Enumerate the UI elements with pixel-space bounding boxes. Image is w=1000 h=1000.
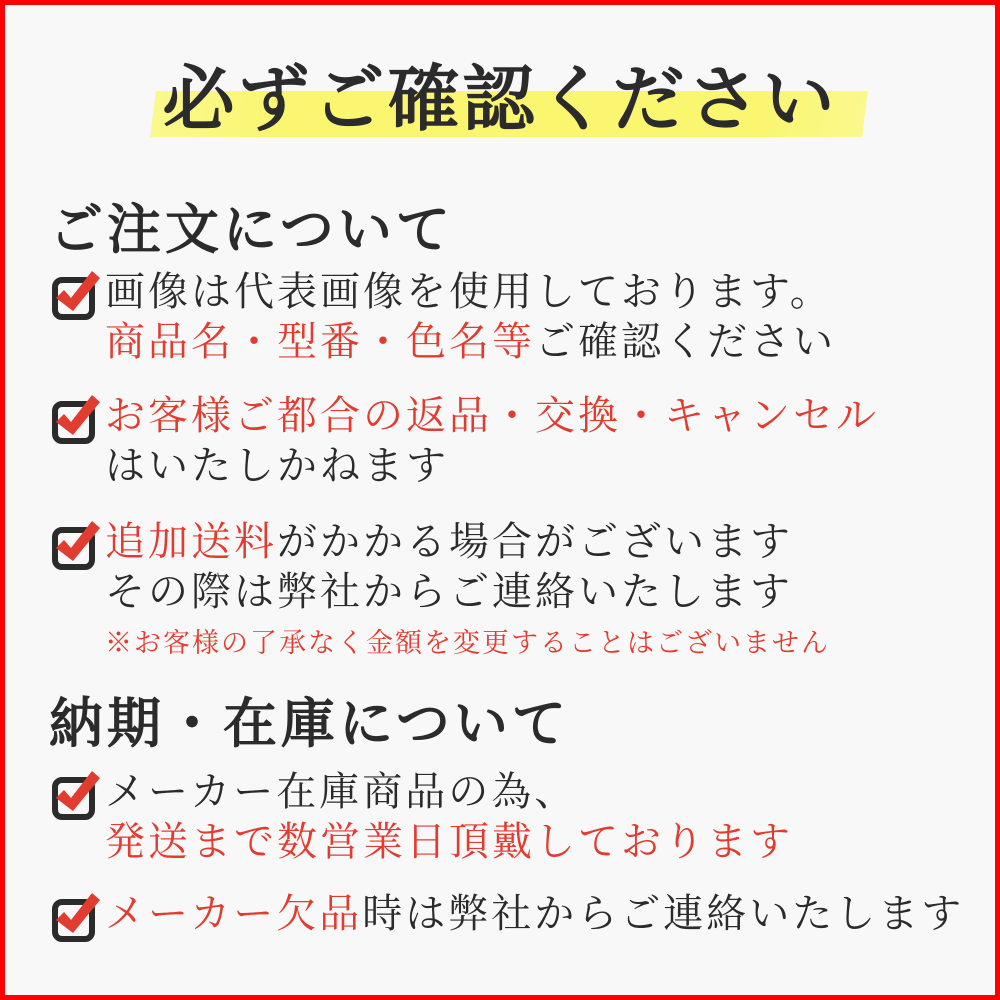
text-segment: がかかる場合がございます (277, 519, 793, 564)
text-segment-red: 追加送料 (105, 519, 277, 564)
text-segment-red: メーカー欠品 (105, 891, 363, 936)
item-line (105, 889, 964, 939)
item-line (105, 517, 830, 567)
text-segment: 画像は代表画像を使用しております。 (105, 269, 833, 314)
fine-print-note: ※お客様の了承なく金額を変更することはございません (105, 628, 830, 658)
item-text (105, 767, 793, 867)
section-heading-stock: 納期・在庫について (49, 694, 570, 754)
text-segment: ご確認ください (535, 319, 836, 364)
text-segment-red: お客様ご都合の返品・交換・キャンセル (105, 393, 879, 438)
checkbox-checked-icon (51, 393, 103, 445)
text-segment: 時は弊社からご連絡いたします (362, 891, 965, 936)
page-title: 必ずご確認ください (162, 60, 838, 140)
checklist-item-extra-shipping (51, 517, 830, 660)
item-line (105, 317, 836, 367)
checkbox-checked-icon (51, 769, 103, 821)
item-line (105, 767, 793, 817)
item-text (105, 267, 836, 367)
checkbox-checked-icon (51, 269, 103, 321)
text-segment: その際は弊社からご連絡いたします (105, 569, 793, 614)
checkbox-checked-icon (51, 891, 103, 943)
item-line (105, 567, 830, 617)
item-line (105, 441, 879, 491)
text-segment-red: 発送まで数営業日頂戴しております (105, 819, 793, 864)
item-text (105, 517, 830, 660)
item-text (105, 889, 964, 939)
text-segment: メーカー在庫商品の為、 (105, 769, 578, 814)
checklist-item-maker-stock (51, 767, 793, 867)
text-segment: はいたしかねます (105, 443, 449, 488)
section-heading-orders: ご注文について (49, 200, 454, 260)
checklist-item-returns (51, 391, 879, 491)
checklist-item-representative-image (51, 267, 836, 367)
text-segment-red: 商品名・型番・色名等 (105, 319, 535, 364)
item-line (105, 391, 879, 441)
item-text (105, 391, 879, 491)
item-line (105, 817, 793, 867)
item-line (105, 267, 836, 317)
checklist-item-maker-shortage (51, 889, 964, 943)
checkbox-checked-icon (51, 519, 103, 571)
